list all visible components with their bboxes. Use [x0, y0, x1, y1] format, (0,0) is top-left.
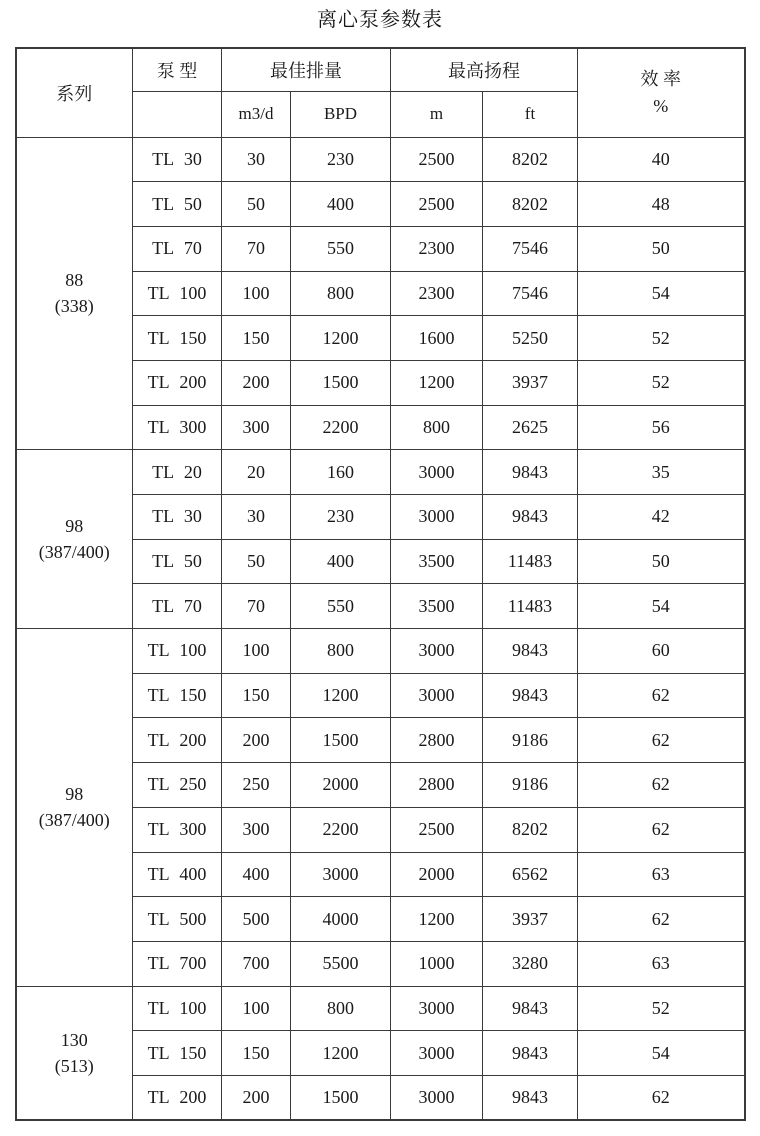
efficiency-cell: 62	[578, 763, 745, 808]
series-number: 88	[65, 270, 84, 291]
head-m-cell: 2500	[391, 137, 483, 182]
displacement-m3d-cell: 200	[222, 718, 291, 763]
pump-model-cell: TL 50	[133, 539, 222, 584]
pump-model-cell: TL 300	[133, 405, 222, 450]
table-body	[16, 137, 745, 1120]
head-ft-cell: 6562	[483, 852, 578, 897]
efficiency-cell: 56	[578, 405, 745, 450]
displacement-m3d-cell: 250	[222, 763, 291, 808]
displacement-bpd-cell: 5500	[291, 941, 391, 986]
series-code: (387/400)	[38, 810, 110, 831]
efficiency-cell: 62	[578, 807, 745, 852]
displacement-bpd-cell: 2200	[291, 807, 391, 852]
efficiency-cell: 63	[578, 852, 745, 897]
pump-model-cell: TL 100	[133, 986, 222, 1031]
header-max-head: 最高扬程	[391, 48, 578, 91]
efficiency-cell: 35	[578, 450, 745, 495]
displacement-bpd-cell: 1500	[291, 1075, 391, 1120]
head-ft-cell: 8202	[483, 182, 578, 227]
head-m-cell: 3000	[391, 673, 483, 718]
head-m-cell: 2000	[391, 852, 483, 897]
header-unit-ft: ft	[483, 91, 578, 137]
displacement-bpd-cell: 1500	[291, 718, 391, 763]
pump-model-cell: TL 150	[133, 316, 222, 361]
pump-model-cell: TL 200	[133, 718, 222, 763]
head-m-cell: 3500	[391, 584, 483, 629]
head-m-cell: 2800	[391, 718, 483, 763]
head-ft-cell: 7546	[483, 226, 578, 271]
displacement-bpd-cell: 4000	[291, 897, 391, 942]
head-ft-cell: 9186	[483, 763, 578, 808]
efficiency-cell: 48	[578, 182, 745, 227]
header-efficiency	[578, 48, 745, 137]
series-code: (387/400)	[38, 542, 110, 563]
displacement-bpd-cell: 2200	[291, 405, 391, 450]
series-number: 98	[65, 784, 84, 805]
displacement-m3d-cell: 200	[222, 1075, 291, 1120]
pump-model-cell: TL 250	[133, 763, 222, 808]
efficiency-cell: 52	[578, 360, 745, 405]
head-m-cell: 3000	[391, 1031, 483, 1076]
table-row	[16, 629, 745, 674]
displacement-bpd-cell: 550	[291, 584, 391, 629]
displacement-m3d-cell: 30	[222, 137, 291, 182]
head-ft-cell: 5250	[483, 316, 578, 361]
head-ft-cell: 9843	[483, 629, 578, 674]
head-ft-cell: 11483	[483, 539, 578, 584]
efficiency-cell: 52	[578, 316, 745, 361]
pump-model-cell: TL 70	[133, 584, 222, 629]
pump-model-cell: TL 150	[133, 1031, 222, 1076]
header-pump-type-empty	[133, 91, 222, 137]
head-ft-cell: 9843	[483, 986, 578, 1031]
head-m-cell: 3000	[391, 495, 483, 540]
displacement-bpd-cell: 2000	[291, 763, 391, 808]
pump-model-cell: TL 30	[133, 495, 222, 540]
head-ft-cell: 3280	[483, 941, 578, 986]
page-title: 离心泵参数表	[317, 9, 443, 31]
displacement-bpd-cell: 550	[291, 226, 391, 271]
displacement-m3d-cell: 50	[222, 539, 291, 584]
head-m-cell: 800	[391, 405, 483, 450]
displacement-m3d-cell: 150	[222, 316, 291, 361]
displacement-bpd-cell: 230	[291, 137, 391, 182]
displacement-m3d-cell: 150	[222, 673, 291, 718]
head-m-cell: 2500	[391, 182, 483, 227]
pump-model-cell: TL 30	[133, 137, 222, 182]
displacement-bpd-cell: 800	[291, 629, 391, 674]
displacement-bpd-cell: 800	[291, 271, 391, 316]
displacement-m3d-cell: 300	[222, 807, 291, 852]
efficiency-cell: 63	[578, 941, 745, 986]
head-ft-cell: 3937	[483, 360, 578, 405]
head-m-cell: 3000	[391, 1075, 483, 1120]
efficiency-cell: 50	[578, 226, 745, 271]
header-unit-bpd: BPD	[291, 91, 391, 137]
displacement-bpd-cell: 230	[291, 495, 391, 540]
head-m-cell: 3000	[391, 450, 483, 495]
head-m-cell: 2300	[391, 226, 483, 271]
displacement-bpd-cell: 3000	[291, 852, 391, 897]
efficiency-cell: 54	[578, 584, 745, 629]
series-cell	[16, 450, 133, 629]
displacement-m3d-cell: 500	[222, 897, 291, 942]
header-best-displacement: 最佳排量	[222, 48, 391, 91]
pump-model-cell: TL 300	[133, 807, 222, 852]
head-ft-cell: 9843	[483, 1075, 578, 1120]
head-m-cell: 3500	[391, 539, 483, 584]
header-pump-type: 泵 型	[133, 48, 222, 91]
table-row	[16, 986, 745, 1031]
efficiency-cell: 52	[578, 986, 745, 1031]
displacement-bpd-cell: 160	[291, 450, 391, 495]
efficiency-cell: 54	[578, 271, 745, 316]
displacement-m3d-cell: 100	[222, 629, 291, 674]
displacement-bpd-cell: 1200	[291, 316, 391, 361]
displacement-m3d-cell: 200	[222, 360, 291, 405]
table-header	[16, 48, 745, 137]
series-code: (338)	[54, 296, 94, 317]
head-ft-cell: 9843	[483, 450, 578, 495]
head-m-cell: 3000	[391, 629, 483, 674]
displacement-bpd-cell: 1500	[291, 360, 391, 405]
pump-model-cell: TL 20	[133, 450, 222, 495]
series-cell	[16, 986, 133, 1120]
displacement-m3d-cell: 20	[222, 450, 291, 495]
displacement-bpd-cell: 400	[291, 182, 391, 227]
series-cell	[16, 629, 133, 987]
displacement-bpd-cell: 400	[291, 539, 391, 584]
displacement-m3d-cell: 30	[222, 495, 291, 540]
header-efficiency-label: 效 率	[640, 68, 681, 89]
efficiency-cell: 62	[578, 1075, 745, 1120]
efficiency-cell: 62	[578, 718, 745, 763]
displacement-m3d-cell: 70	[222, 226, 291, 271]
header-unit-m: m	[391, 91, 483, 137]
head-ft-cell: 11483	[483, 584, 578, 629]
pump-model-cell: TL 50	[133, 182, 222, 227]
head-ft-cell: 9843	[483, 1031, 578, 1076]
pump-model-cell: TL 500	[133, 897, 222, 942]
head-m-cell: 1200	[391, 360, 483, 405]
displacement-m3d-cell: 300	[222, 405, 291, 450]
head-ft-cell: 9843	[483, 495, 578, 540]
efficiency-cell: 62	[578, 897, 745, 942]
head-m-cell: 1600	[391, 316, 483, 361]
displacement-m3d-cell: 100	[222, 986, 291, 1031]
header-series: 系列	[16, 48, 133, 137]
series-cell	[16, 137, 133, 450]
head-m-cell: 2800	[391, 763, 483, 808]
displacement-m3d-cell: 150	[222, 1031, 291, 1076]
pump-model-cell: TL 200	[133, 1075, 222, 1120]
pump-model-cell: TL 150	[133, 673, 222, 718]
efficiency-cell: 62	[578, 673, 745, 718]
displacement-m3d-cell: 400	[222, 852, 291, 897]
head-m-cell: 1000	[391, 941, 483, 986]
head-ft-cell: 8202	[483, 137, 578, 182]
head-ft-cell: 9186	[483, 718, 578, 763]
head-ft-cell: 9843	[483, 673, 578, 718]
efficiency-cell: 60	[578, 629, 745, 674]
displacement-m3d-cell: 50	[222, 182, 291, 227]
head-m-cell: 2300	[391, 271, 483, 316]
header-efficiency-unit: %	[653, 95, 669, 116]
pump-parameter-table	[15, 47, 746, 1121]
head-ft-cell: 2625	[483, 405, 578, 450]
displacement-bpd-cell: 1200	[291, 673, 391, 718]
efficiency-cell: 40	[578, 137, 745, 182]
head-m-cell: 1200	[391, 897, 483, 942]
efficiency-cell: 50	[578, 539, 745, 584]
pump-model-cell: TL 70	[133, 226, 222, 271]
head-ft-cell: 8202	[483, 807, 578, 852]
efficiency-cell: 54	[578, 1031, 745, 1076]
head-ft-cell: 3937	[483, 897, 578, 942]
header-unit-m3d: m3/d	[222, 91, 291, 137]
head-m-cell: 3000	[391, 986, 483, 1031]
table-row	[16, 137, 745, 182]
displacement-m3d-cell: 700	[222, 941, 291, 986]
displacement-m3d-cell: 70	[222, 584, 291, 629]
displacement-bpd-cell: 1200	[291, 1031, 391, 1076]
pump-model-cell: TL 100	[133, 271, 222, 316]
efficiency-cell: 42	[578, 495, 745, 540]
pump-model-cell: TL 200	[133, 360, 222, 405]
displacement-bpd-cell: 800	[291, 986, 391, 1031]
head-ft-cell: 7546	[483, 271, 578, 316]
series-number: 98	[65, 516, 84, 537]
pump-model-cell: TL 100	[133, 629, 222, 674]
table-row	[16, 450, 745, 495]
pump-model-cell: TL 700	[133, 941, 222, 986]
series-number: 130	[60, 1029, 88, 1050]
displacement-m3d-cell: 100	[222, 271, 291, 316]
pump-model-cell: TL 400	[133, 852, 222, 897]
head-m-cell: 2500	[391, 807, 483, 852]
series-code: (513)	[54, 1055, 94, 1076]
